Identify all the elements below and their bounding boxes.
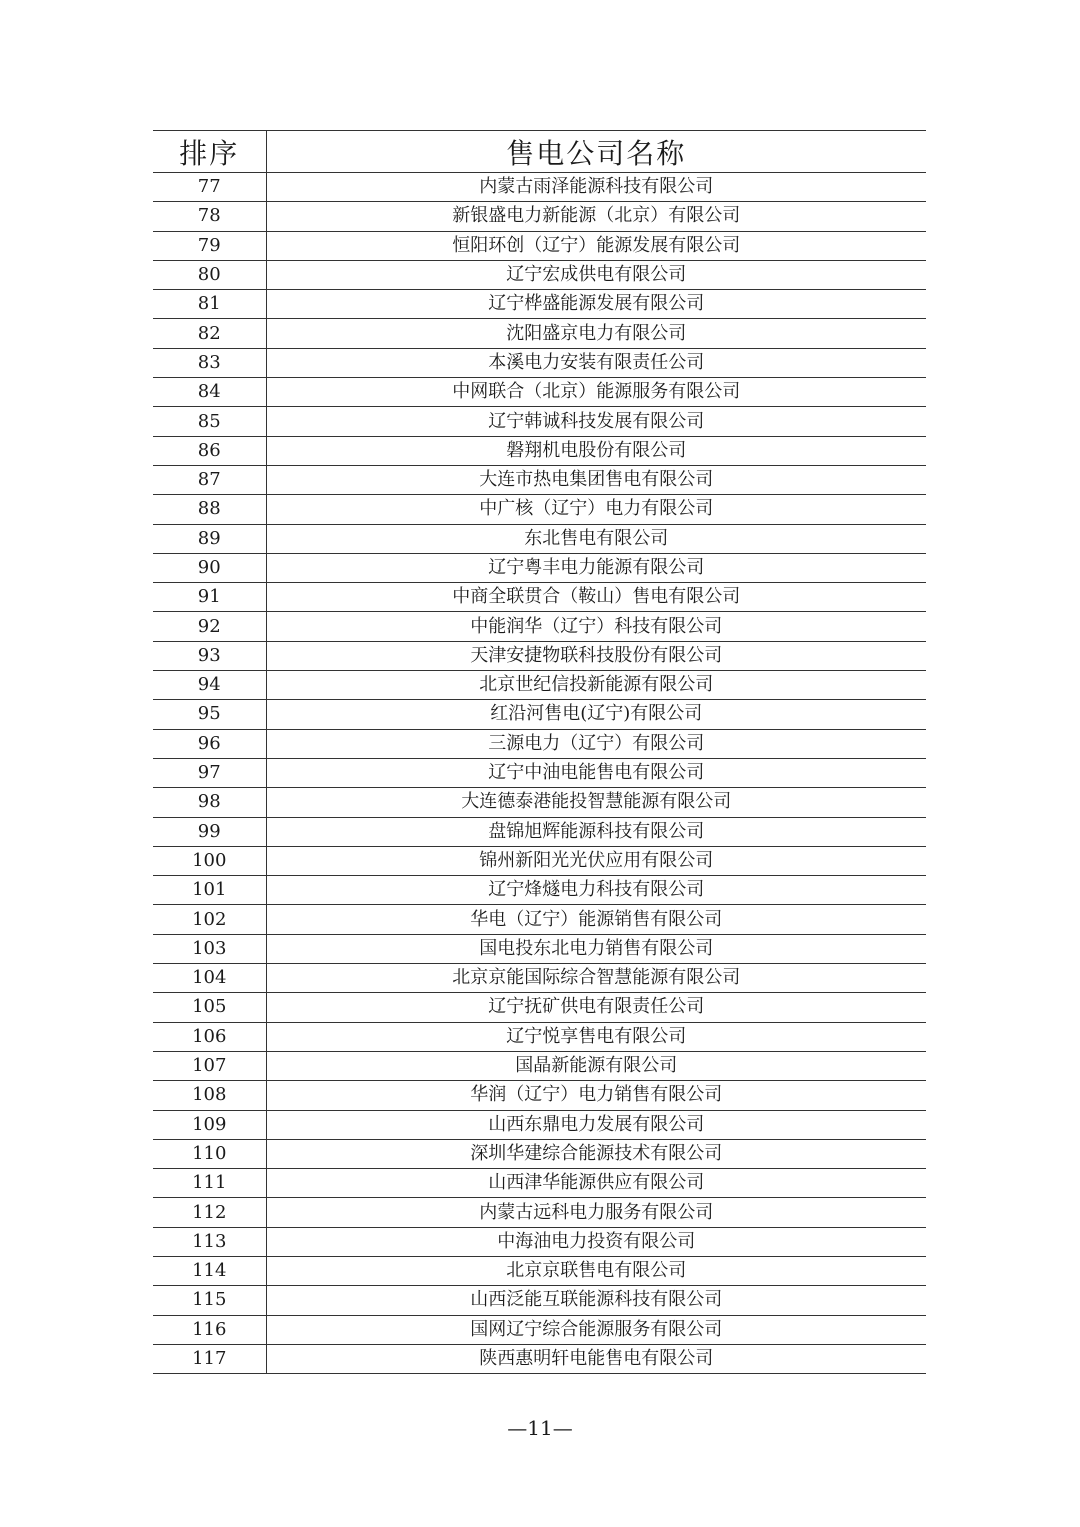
rank-cell: 114 (153, 1256, 266, 1285)
company-name-cell: 锦州新阳光光伏应用有限公司 (266, 846, 926, 875)
rank-cell: 102 (153, 905, 266, 934)
table-row (153, 1110, 926, 1139)
company-name-cell: 华电（辽宁）能源销售有限公司 (266, 905, 926, 934)
rank-cell: 98 (153, 788, 266, 817)
table-row (153, 993, 926, 1022)
rank-cell: 86 (153, 436, 266, 465)
rank-cell: 108 (153, 1081, 266, 1110)
company-name-cell: 辽宁悦享售电有限公司 (266, 1022, 926, 1051)
company-name-cell: 辽宁桦盛能源发展有限公司 (266, 290, 926, 319)
table-row (153, 1198, 926, 1227)
table-row (153, 1227, 926, 1256)
rank-cell: 113 (153, 1227, 266, 1256)
rank-cell: 85 (153, 407, 266, 436)
rank-cell: 83 (153, 348, 266, 377)
rank-cell: 104 (153, 964, 266, 993)
rank-cell: 89 (153, 524, 266, 553)
company-name-cell: 大连市热电集团售电有限公司 (266, 465, 926, 494)
company-name-cell: 辽宁粤丰电力能源有限公司 (266, 553, 926, 582)
table-row (153, 846, 926, 875)
company-name-cell: 新银盛电力新能源（北京）有限公司 (266, 202, 926, 231)
table-row (153, 1315, 926, 1344)
rank-cell: 95 (153, 700, 266, 729)
company-table (153, 130, 926, 1374)
table-body (153, 173, 926, 1374)
company-name-cell: 山西泛能互联能源科技有限公司 (266, 1286, 926, 1315)
company-name-cell: 盘锦旭辉能源科技有限公司 (266, 817, 926, 846)
company-name-cell: 国电投东北电力销售有限公司 (266, 934, 926, 963)
rank-cell: 97 (153, 758, 266, 787)
company-name-cell: 内蒙古远科电力服务有限公司 (266, 1198, 926, 1227)
rank-cell: 87 (153, 465, 266, 494)
company-name-cell: 深圳华建综合能源技术有限公司 (266, 1139, 926, 1168)
table-row (153, 758, 926, 787)
table-row (153, 378, 926, 407)
company-name-cell: 中能润华（辽宁）科技有限公司 (266, 612, 926, 641)
table-row (153, 671, 926, 700)
company-name-cell: 红沿河售电(辽宁)有限公司 (266, 700, 926, 729)
table-row (153, 231, 926, 260)
rank-cell: 107 (153, 1051, 266, 1080)
rank-cell: 109 (153, 1110, 266, 1139)
company-name-cell: 三源电力（辽宁）有限公司 (266, 729, 926, 758)
rank-cell: 78 (153, 202, 266, 231)
rank-cell: 112 (153, 1198, 266, 1227)
table-row (153, 1286, 926, 1315)
rank-cell: 81 (153, 290, 266, 319)
table-row (153, 700, 926, 729)
company-name-cell: 内蒙古雨泽能源科技有限公司 (266, 173, 926, 202)
rank-cell: 96 (153, 729, 266, 758)
company-name-cell: 华润（辽宁）电力销售有限公司 (266, 1081, 926, 1110)
company-name-cell: 国网辽宁综合能源服务有限公司 (266, 1315, 926, 1344)
header-company-name: 售电公司名称 (266, 131, 926, 173)
company-name-cell: 辽宁抚矿供电有限责任公司 (266, 993, 926, 1022)
table-row (153, 465, 926, 494)
rank-cell: 88 (153, 495, 266, 524)
rank-cell: 111 (153, 1169, 266, 1198)
table-row (153, 495, 926, 524)
rank-cell: 105 (153, 993, 266, 1022)
rank-cell: 116 (153, 1315, 266, 1344)
rank-cell: 101 (153, 876, 266, 905)
table-row (153, 436, 926, 465)
company-name-cell: 山西东鼎电力发展有限公司 (266, 1110, 926, 1139)
company-name-cell: 北京京联售电有限公司 (266, 1256, 926, 1285)
table-row (153, 876, 926, 905)
company-name-cell: 辽宁宏成供电有限公司 (266, 260, 926, 289)
company-name-cell: 沈阳盛京电力有限公司 (266, 319, 926, 348)
company-name-cell: 中商全联贯合（鞍山）售电有限公司 (266, 583, 926, 612)
company-name-cell: 天津安捷物联科技股份有限公司 (266, 641, 926, 670)
table-row (153, 583, 926, 612)
company-name-cell: 山西津华能源供应有限公司 (266, 1169, 926, 1198)
rank-cell: 93 (153, 641, 266, 670)
table-header-row (153, 131, 926, 173)
table-row (153, 1081, 926, 1110)
table-row (153, 290, 926, 319)
rank-cell: 82 (153, 319, 266, 348)
company-name-cell: 辽宁韩诚科技发展有限公司 (266, 407, 926, 436)
company-table-container (153, 130, 926, 1374)
table-row (153, 1051, 926, 1080)
table-row (153, 641, 926, 670)
rank-cell: 84 (153, 378, 266, 407)
rank-cell: 77 (153, 173, 266, 202)
rank-cell: 115 (153, 1286, 266, 1315)
table-row (153, 1022, 926, 1051)
table-row (153, 319, 926, 348)
table-row (153, 202, 926, 231)
table-row (153, 524, 926, 553)
company-name-cell: 国晶新能源有限公司 (266, 1051, 926, 1080)
table-row (153, 260, 926, 289)
rank-cell: 92 (153, 612, 266, 641)
rank-cell: 100 (153, 846, 266, 875)
rank-cell: 99 (153, 817, 266, 846)
rank-cell: 103 (153, 934, 266, 963)
company-name-cell: 恒阳环创（辽宁）能源发展有限公司 (266, 231, 926, 260)
table-row (153, 934, 926, 963)
rank-cell: 90 (153, 553, 266, 582)
table-row (153, 729, 926, 758)
company-name-cell: 辽宁中油电能售电有限公司 (266, 758, 926, 787)
table-row (153, 612, 926, 641)
table-row (153, 1139, 926, 1168)
page-number: —11— (507, 1416, 573, 1440)
rank-cell: 79 (153, 231, 266, 260)
rank-cell: 94 (153, 671, 266, 700)
rank-cell: 110 (153, 1139, 266, 1168)
rank-cell: 106 (153, 1022, 266, 1051)
table-row (153, 817, 926, 846)
table-row (153, 1256, 926, 1285)
company-name-cell: 大连德泰港能投智慧能源有限公司 (266, 788, 926, 817)
table-row (153, 905, 926, 934)
company-name-cell: 北京京能国际综合智慧能源有限公司 (266, 964, 926, 993)
company-name-cell: 中广核（辽宁）电力有限公司 (266, 495, 926, 524)
company-name-cell: 中网联合（北京）能源服务有限公司 (266, 378, 926, 407)
rank-cell: 117 (153, 1344, 266, 1373)
table-row (153, 1169, 926, 1198)
rank-cell: 91 (153, 583, 266, 612)
table-row (153, 1344, 926, 1373)
company-name-cell: 东北售电有限公司 (266, 524, 926, 553)
table-row (153, 173, 926, 202)
company-name-cell: 辽宁烽燧电力科技有限公司 (266, 876, 926, 905)
table-row (153, 407, 926, 436)
company-name-cell: 北京世纪信投新能源有限公司 (266, 671, 926, 700)
table-row (153, 553, 926, 582)
company-name-cell: 磐翔机电股份有限公司 (266, 436, 926, 465)
rank-cell: 80 (153, 260, 266, 289)
company-name-cell: 本溪电力安装有限责任公司 (266, 348, 926, 377)
header-rank: 排序 (153, 131, 266, 173)
table-row (153, 348, 926, 377)
table-row (153, 964, 926, 993)
table-row (153, 788, 926, 817)
company-name-cell: 中海油电力投资有限公司 (266, 1227, 926, 1256)
company-name-cell: 陕西惠明轩电能售电有限公司 (266, 1344, 926, 1373)
